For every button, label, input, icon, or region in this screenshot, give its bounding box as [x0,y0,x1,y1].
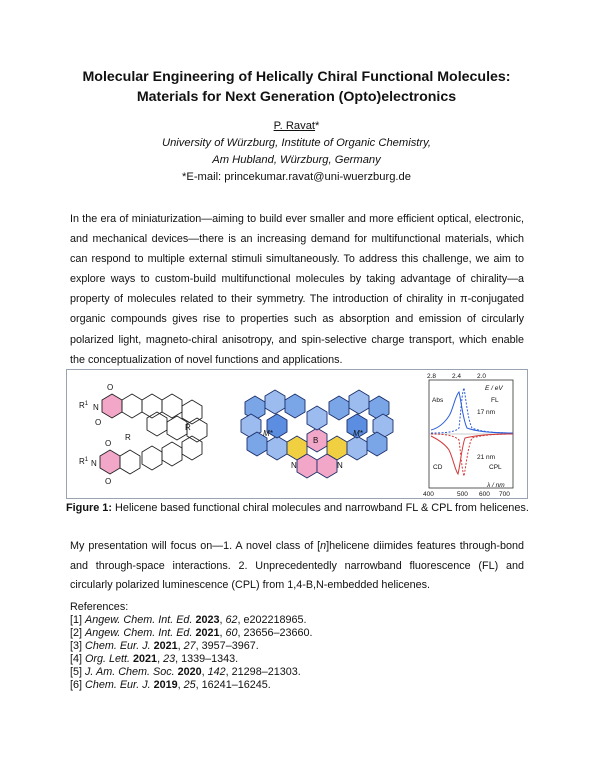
label-nitrogen-right: N [337,461,343,470]
title-line-1: Molecular Engineering of Helically Chiral Functional Molecules: [82,69,511,85]
top-tick-1: 2.8 [427,373,437,380]
label-n-top: N [93,403,99,412]
author-email: *E-mail: princekumar.ravat@uni-wuerzburg.de [182,171,411,183]
bottom-tick-2: 500 [457,491,468,498]
label-r1-top: $R^1$ [79,401,89,410]
bottom-tick-1: 400 [423,491,434,498]
reference-item: [1] Angew. Chem. Int. Ed. 2023, 62, e202218965. [70,614,307,626]
reference-item: [5] J. Am. Chem. Soc. 2020, 142, 21298–21303. [70,666,301,679]
focus-n-italic: n [320,540,327,552]
top-tick-3: 2.0 [477,373,487,380]
figure-artwork [67,370,527,498]
bottom-axis-label: λ / nm [487,482,505,489]
label-o-top-2: O [95,418,102,427]
abstract-paragraph: In the era of miniaturization—aiming to build ever smaller and more efficient optical, electronic, and mechanical devices—there is an increasing demand for multifunctional materials, which can respond to multiple external stimuli simultaneously. To address this challenge, we aim to explore ways to custom-build multifunctional molecules by taking advantage of chirality—a property of molecules related to their symmetry. The introduction of chirality in π-conjugated organic compounds gives rise to properties such as absorption and emission of circularly polarized light, magneto-chiral anisotropy, and spin-selective charge transport, which enable the conceptualization of novel functions and applications. [70,213,524,366]
figure-1 [66,369,528,499]
label-m-left: M* [263,429,273,438]
label-abs: Abs [432,397,444,404]
focus-text-after: ]helicene diimides features through-bond and through-space interactions. 2. Unprecedentedly narrowband fluorescence (FL) and circularly polarized luminescence (CPL) from 1,4-B,N-embedded helicenes. [70,540,524,591]
affiliation-line-1: University of Würzburg, Institute of Organic Chemistry, [162,137,431,149]
label-o-top-1: O [107,383,114,392]
label-o-bottom-1: O [105,439,112,448]
label-boron: B [313,436,319,445]
affiliation-line-2: Am Hubland, Würzburg, Germany [212,154,381,166]
reference-list [70,614,313,693]
label-r1-bottom: $R^1$ [79,457,89,466]
author-name: P. Ravat [273,120,316,132]
label-cd: CD [433,464,443,471]
reference-item: [6] Chem. Eur. J. 2019, 25, 16241–16245. [70,679,271,692]
figure-caption [66,500,536,516]
label-r-left: R [125,433,131,442]
figure-caption-text: Helicene based functional chiral molecules and narrowband FL & CPL from helicenes. [112,502,529,514]
author-line [0,118,593,135]
label-fl: FL [491,397,499,404]
figure-label: Figure 1: [66,502,112,514]
references-heading: References: [70,601,129,613]
top-tick-2: 2.4 [452,373,462,380]
reference-item: [4] Org. Lett. 2021, 23, 1339–1343. [70,653,239,666]
label-o-bottom-2: O [105,477,112,486]
helicene-diimide-structure [100,394,207,474]
label-r-right: R [185,423,191,432]
label-17nm: 17 nm [477,409,496,416]
label-n-bottom: N [91,459,97,468]
focus-text-before: My presentation will focus on—1. A novel class of [ [70,540,321,552]
top-axis-label: E / eV [485,385,503,392]
bottom-tick-4: 700 [499,491,510,498]
spectrum-panel [423,373,513,498]
paper-title [40,67,553,107]
reference-item: [3] Chem. Eur. J. 2021, 27, 3957–3967. [70,640,259,653]
reference-item: [2] Angew. Chem. Int. Ed. 2021, 60, 23656–23660. [70,627,313,640]
label-m-right: M* [353,429,363,438]
label-nitrogen-left: N [291,461,297,470]
label-21nm: 21 nm [477,454,496,461]
title-line-2: Materials for Next Generation (Opto)electronics [136,89,457,105]
focus-paragraph [70,537,524,596]
author-mark: * [315,120,320,132]
label-cpl: CPL [489,464,502,471]
bottom-tick-3: 600 [479,491,490,498]
